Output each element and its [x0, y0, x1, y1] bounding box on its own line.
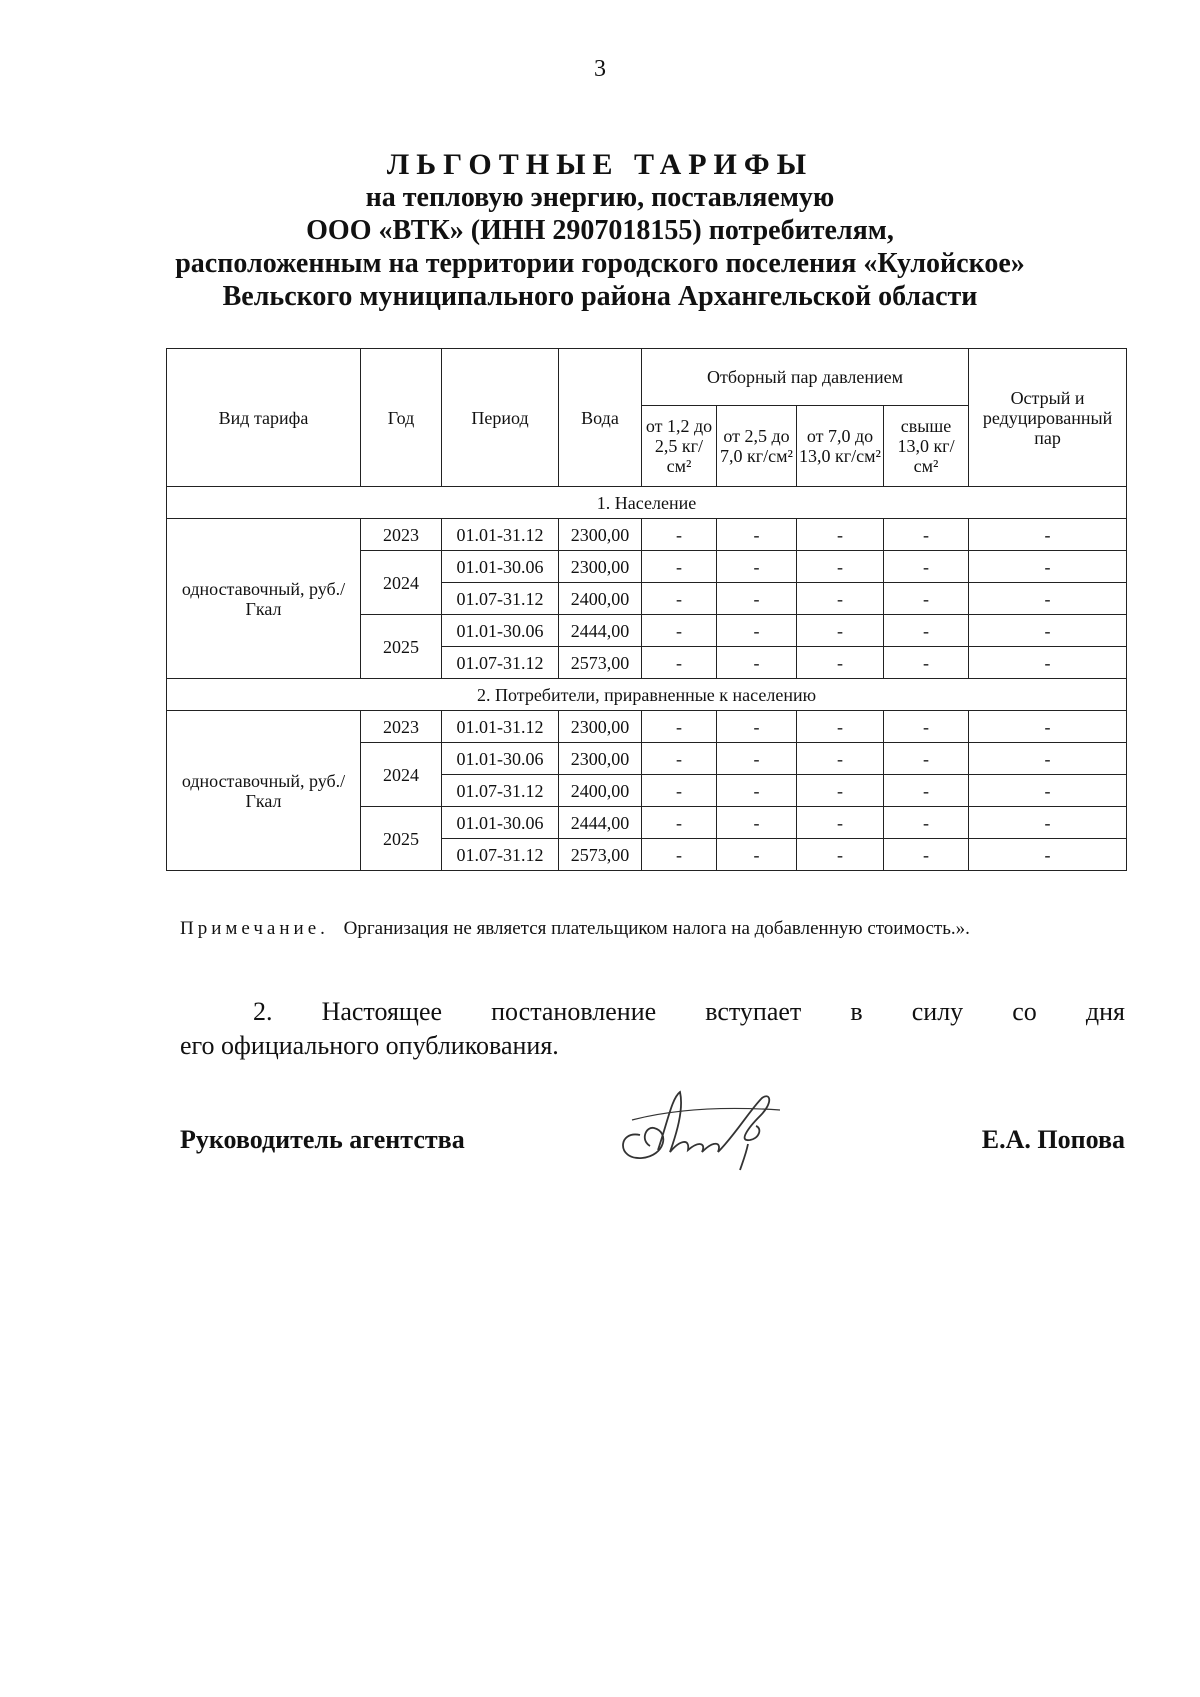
header-sharp-steam: Острый и редуцированный пар	[969, 349, 1127, 487]
value-cell: -	[884, 583, 969, 615]
value-cell: -	[797, 583, 884, 615]
header-steam-2: от 2,5 до 7,0 кг/см²	[717, 406, 797, 487]
value-cell: -	[797, 711, 884, 743]
period-cell: 01.01-30.06	[442, 551, 559, 583]
water-cell: 2444,00	[559, 615, 642, 647]
period-cell: 01.01-30.06	[442, 743, 559, 775]
year-cell: 2024	[361, 551, 442, 615]
signatory-title: Руководитель агентства	[180, 1125, 465, 1154]
value-cell: -	[969, 743, 1127, 775]
note-text: Организация не является плательщиком налога на добавленную стоимость.».	[343, 918, 970, 939]
value-cell: -	[717, 551, 797, 583]
value-cell: -	[797, 519, 884, 551]
value-cell: -	[969, 519, 1127, 551]
header-water: Вода	[559, 349, 642, 487]
header-year: Год	[361, 349, 442, 487]
water-cell: 2573,00	[559, 647, 642, 679]
clause-line-2: его официального опубликования.	[180, 1031, 559, 1060]
section-title: 2. Потребители, приравненные к населению	[167, 679, 1127, 711]
table-row	[167, 519, 1127, 551]
header-tariff-type: Вид тарифа	[167, 349, 361, 487]
clause-word: дня	[1085, 997, 1125, 1026]
tariff-table	[166, 348, 1127, 871]
value-cell: -	[717, 775, 797, 807]
year-cell: 2025	[361, 807, 442, 871]
tariff-type-cell: одноставочный, руб./Гкал	[167, 711, 361, 871]
clause-word: со	[1012, 997, 1037, 1026]
value-cell: -	[797, 743, 884, 775]
value-cell: -	[717, 711, 797, 743]
year-cell: 2023	[361, 711, 442, 743]
period-cell: 01.07-31.12	[442, 583, 559, 615]
value-cell: -	[969, 551, 1127, 583]
water-cell: 2573,00	[559, 839, 642, 871]
note-label: Примечание.	[180, 918, 329, 939]
clause-word: вступает	[705, 997, 802, 1026]
value-cell: -	[642, 839, 717, 871]
value-cell: -	[969, 839, 1127, 871]
water-cell: 2300,00	[559, 743, 642, 775]
value-cell: -	[969, 615, 1127, 647]
value-cell: -	[884, 743, 969, 775]
clause-word: Настоящее	[321, 997, 443, 1026]
water-cell: 2400,00	[559, 775, 642, 807]
clause-number: 2.	[253, 997, 273, 1026]
title-line-3: расположенным на территории городского поселения «Кулойское»	[175, 248, 1025, 279]
value-cell: -	[969, 647, 1127, 679]
value-cell: -	[969, 583, 1127, 615]
value-cell: -	[642, 807, 717, 839]
value-cell: -	[642, 743, 717, 775]
value-cell: -	[884, 711, 969, 743]
year-cell: 2023	[361, 519, 442, 551]
value-cell: -	[884, 839, 969, 871]
period-cell: 01.01-31.12	[442, 711, 559, 743]
section-title: 1. Население	[167, 487, 1127, 519]
effective-clause	[180, 995, 1125, 1063]
year-cell: 2024	[361, 743, 442, 807]
table-row	[167, 711, 1127, 743]
clause-line-1	[180, 995, 1125, 1029]
value-cell: -	[717, 647, 797, 679]
value-cell: -	[884, 775, 969, 807]
title-line-2: ООО «ВТК» (ИНН 2907018155) потребителям,	[306, 215, 894, 246]
water-cell: 2444,00	[559, 807, 642, 839]
header-steam-group: Отборный пар давлением	[642, 349, 969, 406]
value-cell: -	[884, 551, 969, 583]
value-cell: -	[642, 519, 717, 551]
water-cell: 2400,00	[559, 583, 642, 615]
water-cell: 2300,00	[559, 711, 642, 743]
value-cell: -	[884, 615, 969, 647]
value-cell: -	[797, 839, 884, 871]
value-cell: -	[797, 807, 884, 839]
value-cell: -	[717, 807, 797, 839]
value-cell: -	[797, 615, 884, 647]
water-cell: 2300,00	[559, 551, 642, 583]
handwritten-signature	[610, 1080, 810, 1175]
year-cell: 2025	[361, 615, 442, 679]
title-heading: ЛЬГОТНЫЕ ТАРИФЫ	[386, 148, 814, 181]
signatory-name: Е.А. Попова	[981, 1125, 1125, 1154]
value-cell: -	[969, 775, 1127, 807]
value-cell: -	[717, 615, 797, 647]
value-cell: -	[969, 711, 1127, 743]
value-cell: -	[642, 711, 717, 743]
value-cell: -	[642, 583, 717, 615]
value-cell: -	[642, 615, 717, 647]
clause-word: в	[850, 997, 863, 1026]
value-cell: -	[642, 775, 717, 807]
value-cell: -	[717, 839, 797, 871]
value-cell: -	[797, 551, 884, 583]
value-cell: -	[717, 583, 797, 615]
period-cell: 01.01-30.06	[442, 615, 559, 647]
title-line-4: Вельского муниципального района Архангельской области	[222, 281, 978, 312]
page-number: 3	[594, 56, 606, 82]
period-cell: 01.01-30.06	[442, 807, 559, 839]
clause-word: постановление	[491, 997, 657, 1026]
title-line-1: на тепловую энергию, поставляемую	[365, 182, 835, 213]
period-cell: 01.01-31.12	[442, 519, 559, 551]
value-cell: -	[797, 775, 884, 807]
value-cell: -	[797, 647, 884, 679]
document-title	[0, 148, 1200, 313]
header-steam-4: свыше 13,0 кг/см²	[884, 406, 969, 487]
value-cell: -	[642, 551, 717, 583]
note	[180, 918, 970, 940]
value-cell: -	[884, 519, 969, 551]
value-cell: -	[717, 743, 797, 775]
tariff-type-cell: одноставочный, руб./Гкал	[167, 519, 361, 679]
period-cell: 01.07-31.12	[442, 647, 559, 679]
header-steam-1: от 1,2 до 2,5 кг/см²	[642, 406, 717, 487]
period-cell: 01.07-31.12	[442, 839, 559, 871]
value-cell: -	[884, 807, 969, 839]
value-cell: -	[969, 807, 1127, 839]
period-cell: 01.07-31.12	[442, 775, 559, 807]
header-period: Период	[442, 349, 559, 487]
value-cell: -	[642, 647, 717, 679]
water-cell: 2300,00	[559, 519, 642, 551]
header-steam-3: от 7,0 до 13,0 кг/см²	[797, 406, 884, 487]
value-cell: -	[717, 519, 797, 551]
clause-word: силу	[911, 997, 964, 1026]
value-cell: -	[884, 647, 969, 679]
